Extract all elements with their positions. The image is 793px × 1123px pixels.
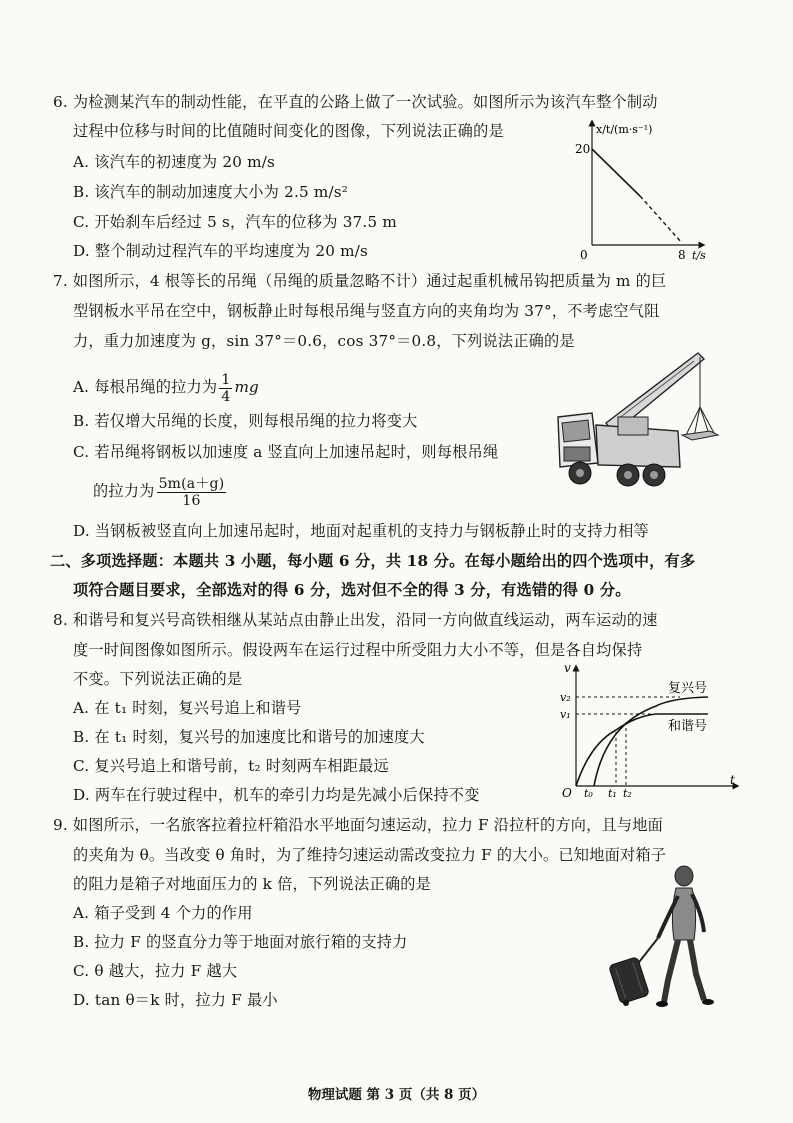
- q8-stem-line1: 8. 和谐号和复兴号高铁相继从某站点由静止出发，沿同一方向做直线运动，两车运动的速: [53, 611, 658, 629]
- q7-option-c-line1: C. 若吊绳将钢板以加速度 a 竖直向上加速吊起时，则每根吊绳: [73, 443, 499, 461]
- q7-frac-c-den: 16: [182, 492, 201, 509]
- q9-stem-line3: 的阻力是箱子对地面压力的 k 倍，下列说法正确的是: [73, 875, 431, 893]
- q9-option-b: B. 拉力 F 的竖直分力等于地面对旅行箱的支持力: [73, 933, 408, 951]
- q6-ytick-20: 20: [575, 142, 591, 156]
- page-footer: 物理试题 第 3 页（共 8 页）: [307, 1087, 486, 1103]
- q7-stem-line3: 力，重力加速度为 g，sin 37°＝0.6，cos 37°＝0.8，下列说法正确的是: [73, 332, 575, 350]
- q8-option-d: D. 两车在行驶过程中，机车的牵引力均是先减小后保持不变: [73, 786, 480, 804]
- q6-stem-line1: 6. 为检测某汽车的制动性能，在平直的公路上做了一次试验。如图所示为该汽车整个制动: [53, 93, 658, 111]
- q7-stem-line2: 型钢板水平吊在空中，钢板静止时每根吊绳与竖直方向的夹角均为 37°，不考虑空气阻: [73, 302, 660, 320]
- q8-t2-label: t₂: [623, 787, 632, 800]
- crane-truck-illustration: [548, 345, 720, 495]
- q9-option-c: C. θ 越大，拉力 F 越大: [73, 962, 238, 980]
- fuxing-label: 复兴号: [668, 681, 708, 696]
- q7-option-c-text: 的拉力为: [93, 482, 155, 500]
- q7-option-b: B. 若仅增大吊绳的长度，则每根吊绳的拉力将变大: [73, 412, 418, 430]
- q8-xlabel: t: [730, 773, 735, 787]
- q6-origin: 0: [580, 248, 588, 262]
- q8-option-a: A. 在 t₁ 时刻，复兴号追上和谐号: [73, 699, 302, 717]
- q8-t1-label: t₁: [608, 787, 617, 800]
- q8-option-c: C. 复兴号追上和谐号前，t₂ 时刻两车相距最远: [73, 757, 389, 775]
- q9-option-a: A. 箱子受到 4 个力的作用: [73, 904, 253, 922]
- q6-xlabel: t/s: [692, 249, 706, 262]
- section2-line1: 二、多项选择题：本题共 3 小题，每小题 6 分，共 18 分。在每小题给出的四个选项中，有多: [50, 552, 696, 570]
- q6-xtick-8: 8: [678, 248, 686, 262]
- q7-option-a-text: A. 每根吊绳的拉力为: [73, 378, 218, 396]
- q6-ylabel: x/t/(m·s⁻¹): [596, 123, 653, 136]
- hexie-label: 和谐号: [668, 719, 708, 734]
- q6-option-d: D. 整个制动过程汽车的平均速度为 20 m/s: [73, 242, 369, 260]
- q8-stem-line2: 度一时间图像如图所示。假设两车在运行过程中所受阻力大小不等，但是各自均保持: [73, 641, 643, 659]
- q7-option-c-fraction: [157, 476, 227, 509]
- q7-frac-num: 1: [221, 371, 231, 388]
- q6-dashed-line: [640, 196, 682, 243]
- q8-origin: O: [562, 786, 572, 800]
- fuxing-curve: [594, 697, 708, 786]
- q7-option-a-mg: mg: [234, 378, 259, 396]
- q6-stem-line2: 过程中位移与时间的比值随时间变化的图像，下列说法正确的是: [73, 122, 504, 140]
- q8-stem-line3: 不变。下列说法正确的是: [73, 670, 243, 688]
- q8-ylabel: v: [564, 662, 571, 675]
- q7-option-a-fraction: [219, 372, 232, 405]
- q8-v1-label: v₁: [560, 708, 571, 721]
- q6-option-a: A. 该汽车的初速度为 20 m/s: [73, 153, 276, 171]
- q7-stem-line1: 7. 如图所示，4 根等长的吊绳（吊绳的质量忽略不计）通过起重机械吊钩把质量为 m 的巨: [53, 272, 667, 290]
- q9-stem-line2: 的夹角为 θ。当改变 θ 角时，为了维持匀速运动需改变拉力 F 的大小。已知地面对箱子: [73, 846, 667, 864]
- q6-option-c: C. 开始刹车后经过 5 s，汽车的位移为 37.5 m: [73, 213, 397, 231]
- q7-option-c-line2: [93, 473, 228, 509]
- q9-stem-line1: 9. 如图所示，一名旅客拉着拉杆箱沿水平地面匀速运动，拉力 F 沿拉杆的方向，且与地面: [53, 816, 664, 834]
- q6-xt-graph: [570, 115, 710, 265]
- q8-option-b: B. 在 t₁ 时刻，复兴号的加速度比和谐号的加速度大: [73, 728, 425, 746]
- q6-solid-line: [592, 149, 640, 196]
- q7-frac-den: 4: [221, 388, 231, 405]
- q9-option-d: D. tan θ＝k 时，拉力 F 最小: [73, 991, 278, 1009]
- q6-option-b: B. 该汽车的制动加速度大小为 2.5 m/s²: [73, 183, 349, 201]
- q8-v2-label: v₂: [560, 691, 571, 704]
- traveler-with-suitcase-illustration: [600, 862, 720, 1012]
- q7-option-d: D. 当钢板被竖直向上加速吊起时，地面对起重机的支持力与钢板静止时的支持力相等: [73, 522, 649, 540]
- q8-t0-label: t₀: [584, 787, 593, 800]
- q7-frac-c-num: 5m(a＋g): [158, 475, 225, 492]
- q7-option-a: [73, 369, 259, 405]
- section2-line2: 项符合题目要求，全部选对的得 6 分，选对但不全的得 3 分，有选错的得 0 分。: [73, 581, 631, 599]
- q8-vt-graph: [560, 662, 740, 800]
